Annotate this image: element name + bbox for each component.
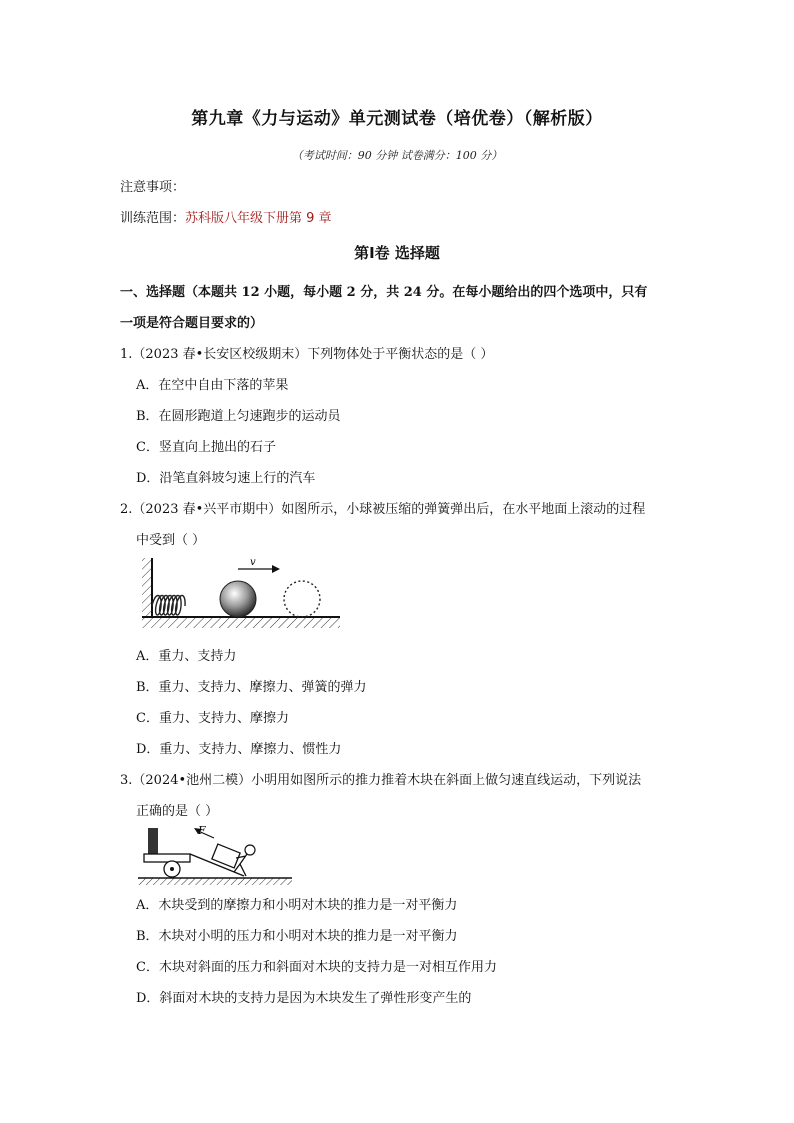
cart-wheel-hub — [170, 867, 174, 871]
notice-label: 注意事项： — [120, 180, 186, 195]
question-2-option-d: D．重力、支持力、摩擦力、惯性力 — [136, 742, 342, 757]
question-1-option-c: C．竖直向上抛出的石子 — [136, 440, 276, 455]
ramp-push-figure — [136, 824, 296, 886]
question-2-stem-line2: 中受到（ ） — [136, 533, 206, 548]
force-label: F — [198, 824, 206, 837]
training-range-value: 苏科版八年级下册第 9 章 — [185, 211, 332, 226]
velocity-arrowhead — [272, 565, 280, 573]
question-1-stem: 1.（2023 春•长安区校级期末）下列物体处于平衡状态的是（ ） — [120, 347, 494, 362]
part-heading-line1: 一、选择题（本题共 12 小题，每小题 2 分，共 24 分。在每小题给出的四个选项中，只有 — [120, 285, 648, 300]
wall-hatch — [142, 558, 152, 618]
question-2-option-c: C．重力、支持力、摩擦力 — [136, 711, 289, 726]
question-3-option-b: B．木块对小明的压力和小明对木块的推力是一对平衡力 — [136, 929, 458, 944]
question-3-option-d: D．斜面对木块的支持力是因为木块发生了弹性形变产生的 — [136, 991, 472, 1006]
question-3-option-c: C．木块对斜面的压力和斜面对木块的支持力是一对相互作用力 — [136, 960, 497, 975]
training-range — [120, 207, 332, 226]
page-title: 第九章《力与运动》单元测试卷（培优卷）（解析版） — [191, 109, 603, 129]
compressed-spring — [152, 596, 185, 616]
person-head — [245, 845, 255, 855]
question-2-option-b: B．重力、支持力、摩擦力、弹簧的弹力 — [136, 680, 367, 695]
question-3-stem-line2: 正确的是（ ） — [136, 804, 219, 819]
question-1-option-d: D．沿笔直斜坡匀速上行的汽车 — [136, 471, 316, 486]
ball — [220, 581, 256, 617]
ground-hatch — [142, 618, 340, 628]
question-3-stem-line1: 3.（2024•池州二模）小明用如图所示的推力推着木块在斜面上做匀速直线运动，下列说法 — [120, 773, 642, 788]
question-1-option-b: B．在圆形跑道上匀速跑步的运动员 — [136, 409, 341, 424]
ground-hatch — [138, 878, 292, 885]
cart-body — [144, 854, 190, 862]
spring-ball-figure — [138, 556, 344, 634]
cart-handle — [148, 828, 158, 854]
exam-info: （考试时间：90 分钟 试卷满分：100 分） — [291, 149, 503, 162]
velocity-label: v — [250, 557, 256, 568]
ball-later-position — [284, 581, 320, 617]
question-2-option-a: A．重力、支持力 — [136, 649, 237, 664]
part-heading-line2: 一项是符合题目要求的） — [120, 316, 264, 331]
training-range-label: 训练范围： — [120, 211, 186, 226]
question-3-option-a: A．木块受到的摩擦力和小明对木块的推力是一对平衡力 — [136, 898, 458, 913]
question-1-option-a: A．在空中自由下落的苹果 — [136, 378, 289, 393]
question-2-stem-line1: 2.（2023 春•兴平市期中）如图所示，小球被压缩的弹簧弹出后，在水平地面上滚动的过程 — [120, 502, 646, 517]
section-title: 第Ⅰ卷 选择题 — [354, 244, 440, 262]
